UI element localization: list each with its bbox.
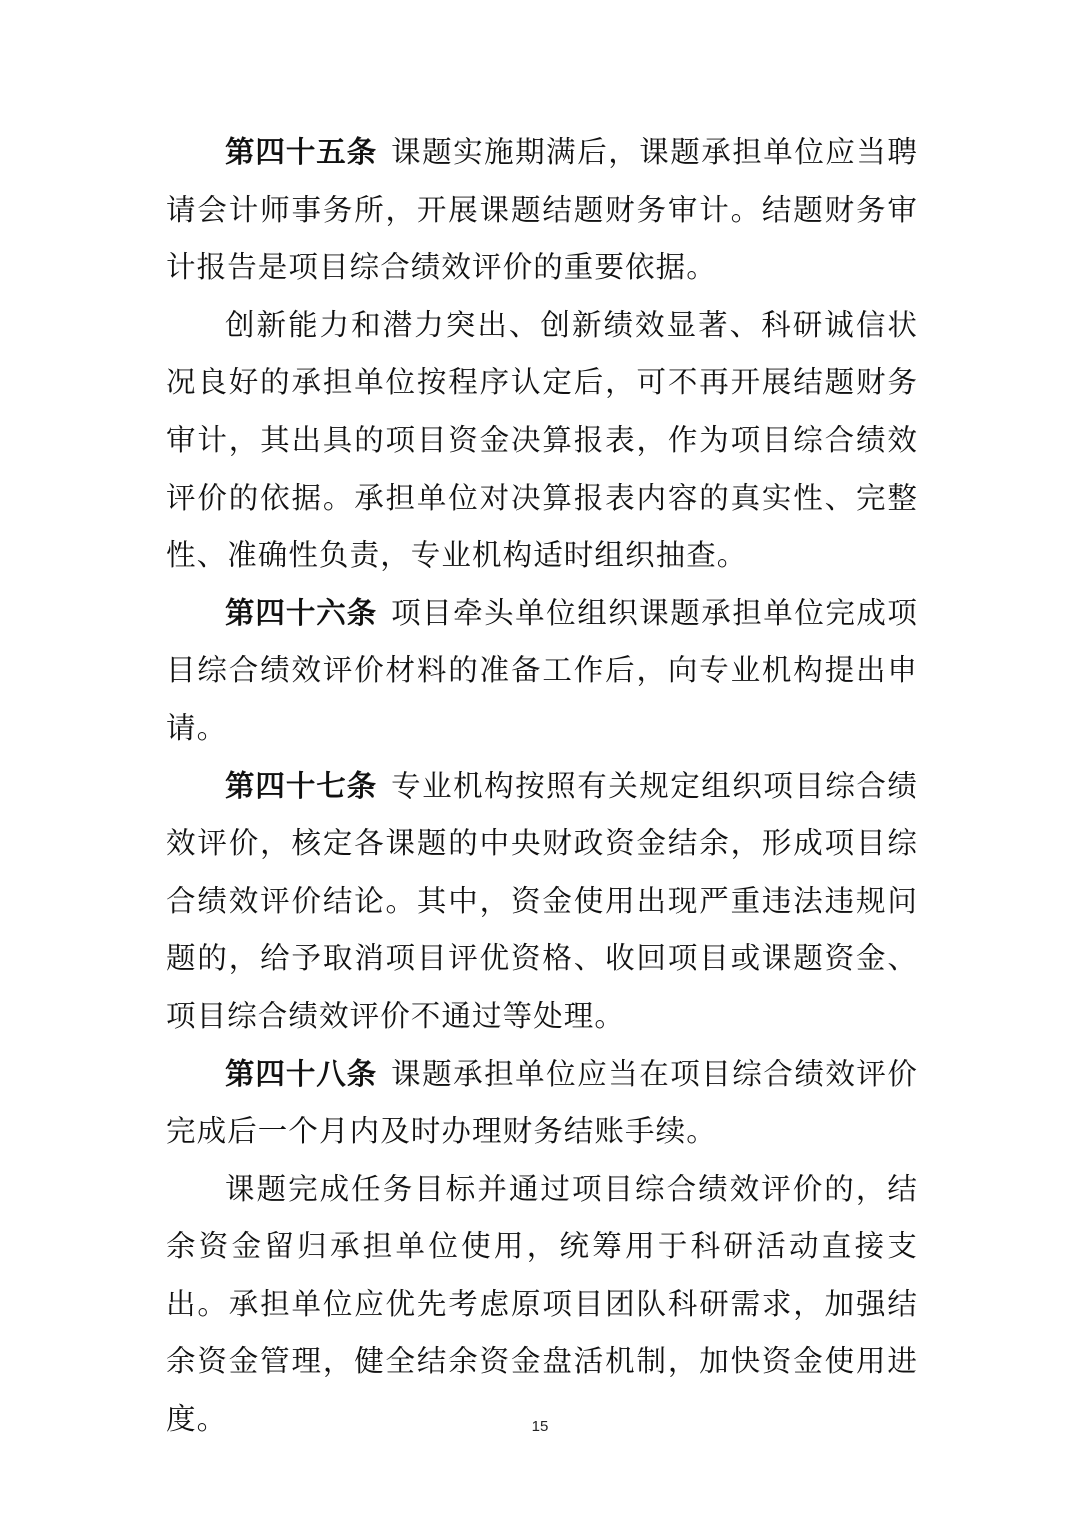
- paragraph-text: 专业机构按照有关规定组织项目综合绩效评价，核定各课题的中央财政资金结余，形成项目综合绩效评价结论。其中，资金使用出现严重违法违规问题的，给予取消项目评优资格、收回项目或课题资金、项目综合绩效评价不通过等处理。: [166, 768, 918, 1033]
- paragraph-text: 课题承担单位应当在项目综合绩效评价完成后一个月内及时办理财务结账手续。: [166, 1056, 918, 1149]
- article-heading: 第四十六条: [225, 595, 378, 630]
- paragraph-article-45: [166, 124, 918, 297]
- paragraph-article-47: [166, 758, 918, 1046]
- paragraph-text: 课题实施期满后，课题承担单位应当聘请会计师事务所，开展课题结题财务审计。结题财务审计报告是项目综合绩效评价的重要依据。: [166, 135, 918, 285]
- paragraph-text: 项目牵头单位组织课题承担单位完成项目综合绩效评价材料的准备工作后，向专业机构提出申请。: [166, 595, 918, 745]
- paragraph-article-46: [166, 585, 918, 758]
- page-number: 15: [531, 1418, 549, 1435]
- document-body: [166, 124, 918, 1449]
- paragraph-article-48: [166, 1046, 918, 1161]
- article-heading: 第四十七条: [225, 768, 378, 803]
- paragraph-text: 创新能力和潜力突出、创新绩效显著、科研诚信状况良好的承担单位按程序认定后，可不再开展结题财务审计，其出具的项目资金决算报表，作为项目综合绩效评价的依据。承担单位对决算报表内容的真实性、完整性、准确性负责，专业机构适时组织抽查。: [166, 307, 918, 573]
- article-heading: 第四十五条: [225, 135, 378, 169]
- paragraph-text: 课题完成任务目标并通过项目综合绩效评价的，结余资金留归承担单位使用，统筹用于科研活动直接支出。承担单位应优先考虑原项目团队科研需求，加强结余资金管理，健全结余资金盘活机制，加快资金使用进度。: [166, 1171, 918, 1437]
- article-heading: 第四十八条: [225, 1056, 378, 1091]
- paragraph-article-48-clause-2: [166, 1161, 918, 1449]
- paragraph-article-45-clause-2: [166, 297, 918, 585]
